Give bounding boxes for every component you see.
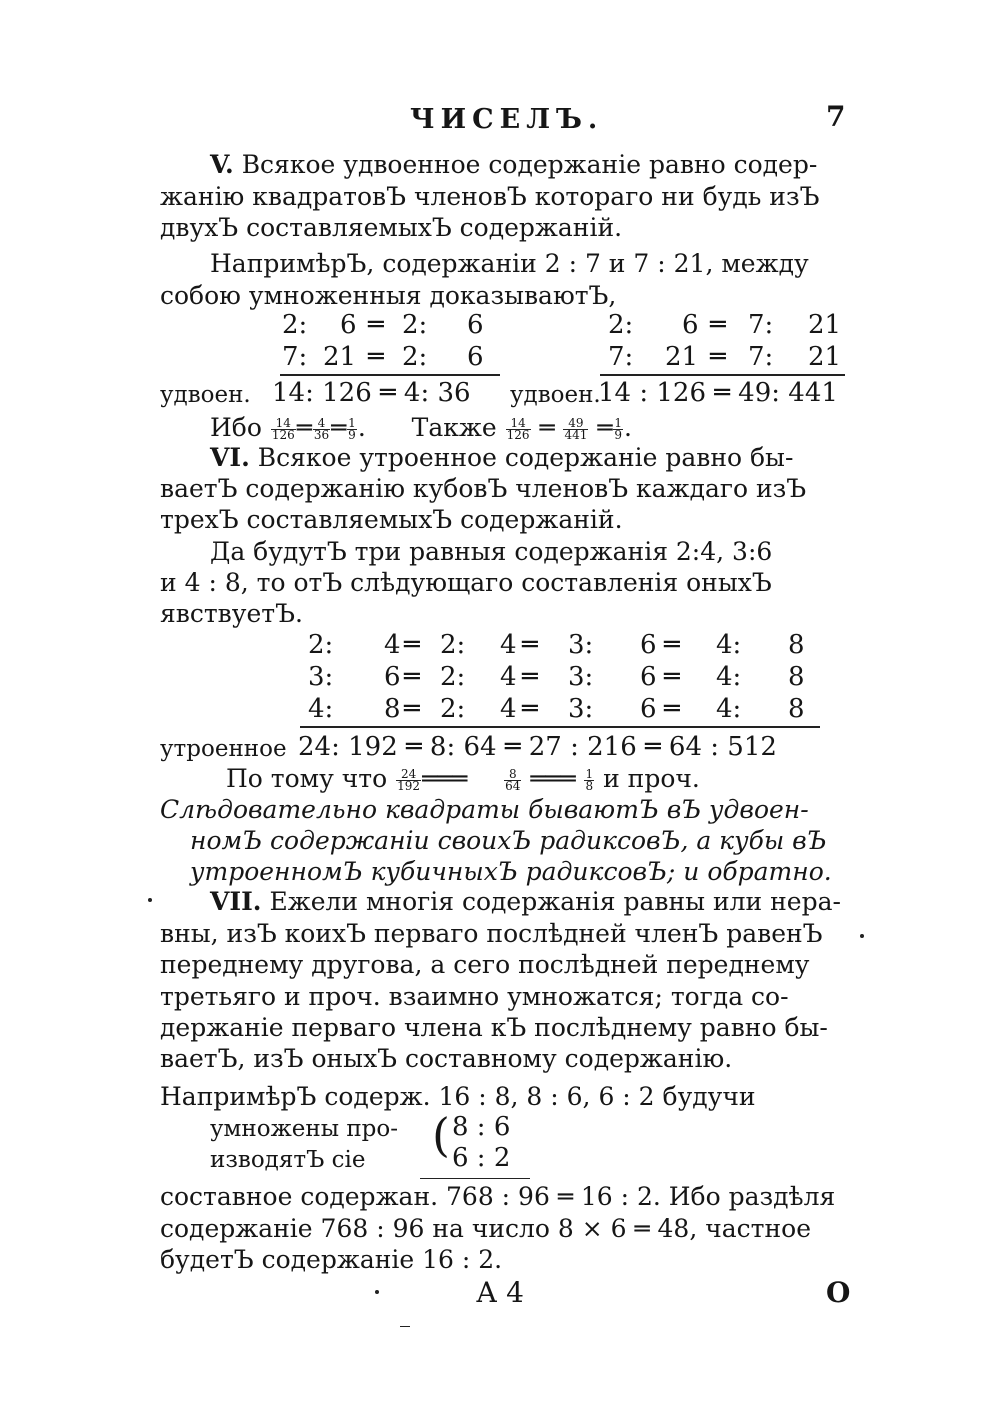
cell: 6: [467, 342, 484, 372]
section-v-example-1: НапримѣрЪ, содержаніи 2 : 7 и 7 : 21, между: [210, 249, 809, 278]
fraction: $\frac{1}{9}$: [614, 416, 623, 442]
conclusion-line-2: номЪ содержаніи своихЪ радиксовЪ, а кубы вЪ: [190, 826, 827, 855]
section-vi-line-2: ваетЪ содержанію кубовЪ членовЪ каждаго изЪ: [160, 474, 807, 503]
print-speck: [375, 1290, 379, 1294]
cell: 6: [640, 662, 657, 692]
section-v-text-1: Всякое удвоенное содержаніе равно содер-: [241, 150, 818, 179]
fraction: $\frac{1}{9}$: [348, 416, 356, 442]
section-vii-line-5: держаніе перваго члена кЪ послѣднему равно бы-: [160, 1013, 828, 1042]
print-speck: [860, 934, 864, 938]
cell: 6: [467, 310, 484, 340]
section-vi-example-2: и 4 : 8, то отЪ слѣдующаго составленія оныхЪ: [160, 568, 772, 597]
cell: 7:: [282, 342, 308, 372]
result-label: удвоен.: [510, 382, 601, 408]
cell: 2:: [440, 662, 466, 692]
cell: 8: [384, 694, 401, 724]
section-vii-numeral: VII.: [210, 887, 262, 916]
running-head: ЧИСЕЛЪ.: [410, 104, 604, 135]
section-vii-example-3: изводятЪ сіе: [210, 1147, 366, 1173]
fraction: $\frac{14}{126}$: [506, 416, 530, 442]
cell: 6: [340, 310, 357, 340]
multiplied-ratio: 8 : 6: [452, 1112, 511, 1142]
cell: 4: [500, 662, 517, 692]
result-label: утроенное: [160, 736, 287, 762]
fraction: $\frac{1}{8}$: [585, 767, 594, 793]
section-v-numeral: V.: [210, 150, 234, 179]
fraction: $\frac{14}{126}$: [271, 416, 295, 442]
po-tomu-words: По тому что: [226, 764, 388, 793]
cell: 6: [384, 662, 401, 692]
section-v-line-2: жанію квадратовЪ членовЪ котораго ни будь изЪ: [160, 182, 820, 211]
cell: 3:: [568, 630, 594, 660]
cell: 8: [788, 662, 805, 692]
cell: 2:: [440, 694, 466, 724]
cell: 2:: [402, 342, 428, 372]
section-vi-line-1: [210, 443, 793, 473]
cell: 7:: [608, 342, 634, 372]
fraction: $\frac{24}{192}$: [397, 767, 421, 793]
cell: ═: [404, 630, 420, 660]
sum-rule: [280, 374, 500, 376]
cell: 7:: [748, 310, 774, 340]
result-expression: 24: 192 ═ 8: 64 ═ 27 : 216 ═ 64 : 512: [298, 732, 777, 762]
fraction: $\frac{4}{36}$: [313, 416, 330, 442]
section-vii-line-3: переднему другова, а сего послѣдней переднему: [160, 950, 810, 979]
cell: 4:: [308, 694, 334, 724]
conclusion-line-1: Слѣдовательно квадраты бываютЪ вЪ удвоен-: [160, 795, 809, 824]
section-vii-line-2: вны, изЪ коихЪ перваго послѣдней членЪ равенЪ: [160, 919, 823, 948]
cell: ═: [368, 342, 384, 372]
result-label: удвоен.: [160, 382, 251, 408]
cell: 6: [640, 694, 657, 724]
section-vi-text-1: Всякое утроенное содержаніе равно бы-: [257, 443, 794, 472]
section-vii-example-1: НапримѣрЪ содерж. 16 : 8, 8 : 6, 6 : 2 будучи: [160, 1082, 756, 1111]
cell: ═: [664, 694, 680, 724]
multiplied-ratio: 6 : 2: [452, 1143, 511, 1173]
print-speck: [148, 898, 152, 902]
cell: 6: [640, 630, 657, 660]
section-vii-example-4: составное содержан. 768 : 96 ═ 16 : 2. Ибо раздѣля: [160, 1182, 836, 1211]
section-vii-example-5: содержаніе 768 : 96 на число 8 ⨯ 6 ═ 48, частное: [160, 1214, 812, 1243]
signature-mark: А 4: [476, 1276, 524, 1309]
cell: ═: [522, 694, 538, 724]
cell: ═: [664, 662, 680, 692]
cell: ═: [404, 662, 420, 692]
product-rule: [420, 1178, 530, 1179]
cell: ═: [522, 630, 538, 660]
cell: 2:: [402, 310, 428, 340]
catchword: О: [826, 1276, 851, 1309]
cell: 21: [808, 310, 842, 340]
cell: 4:: [716, 662, 742, 692]
ibo-word: Ибо: [210, 413, 262, 442]
section-vii-line-1: [210, 887, 841, 917]
section-vii-text-1: Ежели многія содержанія равны или нера-: [269, 887, 841, 916]
cell: 8: [788, 630, 805, 660]
cell: 21: [808, 342, 842, 372]
page-number: 7: [826, 100, 846, 133]
proof-line: Ибо $\frac{14}{126}$ ═ $\frac{4}{36}$ ═ $\frac{1}{9}$ . Также $\frac{14}{126}$ ═ $\frac{49}{441}$ ═ $\frac{1}{9}$ .: [210, 413, 632, 442]
section-vii-example-6: будетЪ содержаніе 16 : 2.: [160, 1245, 503, 1274]
section-vi-example-3: явствуетЪ.: [160, 599, 303, 628]
fraction: $\frac{49}{441}$: [564, 416, 588, 442]
cell: ═: [522, 662, 538, 692]
section-vi-line-3: трехЪ составляемыхЪ содержаній.: [160, 505, 623, 534]
cell: 4:: [716, 630, 742, 660]
conclusion-line-3: утроенномЪ кубичныхЪ радиксовЪ; и обратно.: [190, 857, 832, 886]
cell: 6: [682, 310, 699, 340]
section-vii-example-2: умножены про-: [210, 1116, 398, 1142]
section-v-line-1: [210, 150, 817, 180]
result-expression: 14: 126 ═ 4: 36: [272, 378, 471, 408]
cell: ═: [710, 310, 726, 340]
cell: ═: [710, 342, 726, 372]
cell: 4: [384, 630, 401, 660]
section-v-example-2: собою умноженныя доказываютЪ,: [160, 281, 617, 310]
po-tomu-line: По тому что $\frac{24}{192}$ ═══ $\frac{8}{64}$ ═══ $\frac{1}{8}$ и проч.: [226, 764, 700, 793]
cell: 4: [500, 630, 517, 660]
cell: 21: [665, 342, 699, 372]
cell: 4:: [716, 694, 742, 724]
print-speck: [400, 1326, 410, 1327]
section-vii-line-6: ваетЪ, изЪ оныхЪ составному содержанію.: [160, 1044, 733, 1073]
cell: ═: [368, 310, 384, 340]
cell: 2:: [282, 310, 308, 340]
cell: 8: [788, 694, 805, 724]
cell: 2:: [608, 310, 634, 340]
cell: 2:: [440, 630, 466, 660]
section-vi-example-1: Да будутЪ три равныя содержанія 2:4, 3:6: [210, 537, 773, 566]
cell: 3:: [568, 662, 594, 692]
result-expression: 14 : 126 ═ 49: 441: [598, 378, 838, 408]
cell: 4: [500, 694, 517, 724]
takozhde-word: Также: [411, 413, 497, 442]
sum-rule: [300, 726, 820, 728]
cell: 2:: [308, 630, 334, 660]
fraction: $\frac{8}{64}$: [505, 767, 521, 793]
cell: 21: [323, 342, 357, 372]
section-vi-numeral: VI.: [210, 443, 250, 472]
section-v-line-3: двухЪ составляемыхЪ содержаній.: [160, 213, 623, 242]
cell: 7:: [748, 342, 774, 372]
cell: 3:: [308, 662, 334, 692]
cell: 3:: [568, 694, 594, 724]
i-proch: и проч.: [603, 764, 700, 793]
sum-rule: [600, 374, 845, 376]
cell: ═: [664, 630, 680, 660]
section-vii-line-4: третьяго и проч. взаимно умножатся; тогда со-: [160, 982, 789, 1011]
brace: (: [432, 1108, 450, 1162]
cell: ═: [404, 694, 420, 724]
